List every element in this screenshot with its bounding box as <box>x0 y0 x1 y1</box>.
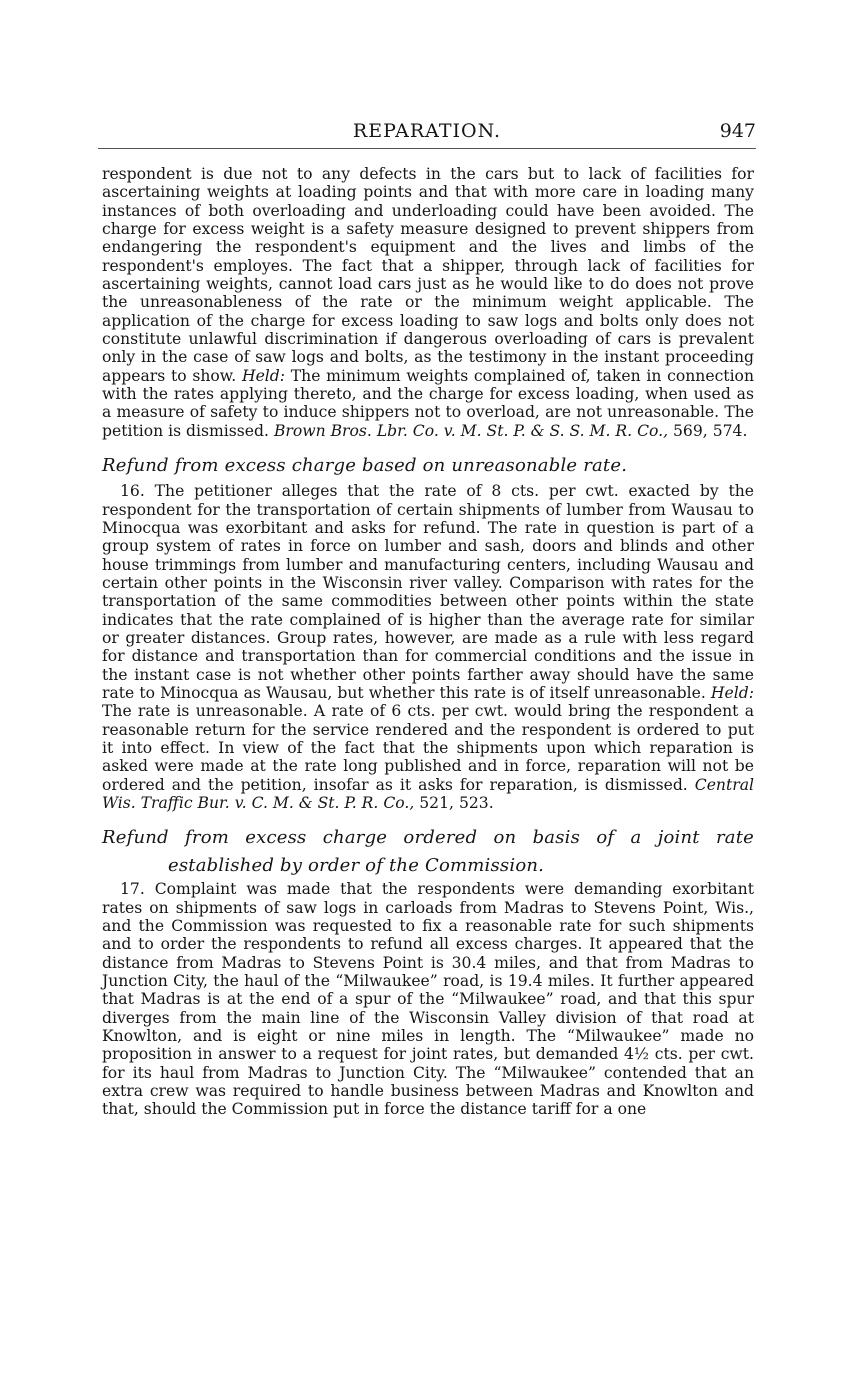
case-citation: Central Wis. Traffic Bur. v. C. M. & St. P. R. Co., <box>102 775 754 812</box>
citation-pages: 569, 574. <box>673 421 748 440</box>
paragraph-16 <box>102 482 754 812</box>
paragraph-text: The petitioner alleges that the rate of 8 cts. per cwt. exacted by the respondent for the transportation of certain shipments of lumber from Wausau to Minocqua was exorbitant and asks for refund. The rate in question is part of a group system of rates in force on lumber and sash, doors and blinds and other house trimmings from lumber and manufacturing centers, including Wausau and certain other points in the Wisconsin river valley. Comparison with rates for the transportation of the same commodities between other points within the state indicates that the rate complained of is higher than the average rate for similar or greater distances. Group rates, however, are made as a rule with less regard for distance and transportation than for commercial conditions and the issue in the instant case is not whether other points farther away should have the same rate to Minocqua as Wausau, but whether this rate is of itself unreasonable. <box>102 482 754 702</box>
paragraph-number: 16. <box>120 482 145 501</box>
page-number: 947 <box>719 120 756 142</box>
running-title: REPARATION. <box>352 120 502 142</box>
paragraph-17 <box>102 880 754 1118</box>
continuation-paragraph <box>102 165 754 440</box>
held-label: Held: <box>241 366 286 385</box>
section-heading: Refund from excess charge based on unreasonable rate. <box>102 455 628 477</box>
body-text <box>102 165 754 1119</box>
section-heading: Refund from excess charge ordered on basis of a joint rate established by order of the Commission. <box>102 827 754 877</box>
citation-pages: 521, 523. <box>419 794 494 812</box>
case-citation: Brown Bros. Lbr. Co. v. M. St. P. & S. S. M. R. Co., <box>273 421 669 440</box>
running-header <box>98 118 756 149</box>
held-label: Held: <box>710 683 754 702</box>
paragraph-text: Complaint was made that the respondents were demanding exorbitant rates on shipments of saw logs in carloads from Madras to Stevens Point, Wis., and the Commission was requested to fix a reasonable rate for such shipments and to order the respondents to refund all excess charges. It appeared that the distance from Madras to Stevens Point is 30.4 miles, and that from Madras to Junction City, the haul of the “Milwaukee” road, is 19.4 miles. It further appeared that Madras is at the end of a spur of the “Milwaukee” road, and that this spur diverges from the main line of the Wisconsin Valley division of that road at Knowlton, and is eight or nine miles in length. The “Milwaukee” made no proposition in answer to a request for joint rates, but demanded 4½ cts. per cwt. for its haul from Madras to Junction City. The “Milwaukee” contended that an extra crew was required to handle business between Madras and Knowlton and that, should the Commission put in force the distance tariff for a one <box>102 880 754 1119</box>
continuation-text: respondent is due not to any defects in the cars but to lack of facilities for ascertaining weights at loading points and that with more care in loading many instances of both overloading and underloading could have been avoided. The charge for excess weight is a safety measure designed to prevent shippers from endangering the respondent's equipment and the lives and limbs of the respondent's employes. The fact that a shipper, through lack of facilities for ascertaining weights, cannot load cars just as he would like to do does not prove the unreasonableness of the rate or the minimum weight applicable. The application of the charge for excess loading to saw logs and bolts only does not constitute unlawful discrimination if dangerous overloading of cars is prevalent only in the case of saw logs and bolts, as the testimony in the instant proceeding appears to show. <box>102 165 754 385</box>
document-page <box>102 118 754 1119</box>
held-text: The minimum weights complained of, taken in connection with the rates applying thereto, and the charge for excess loading, when used as a measure of safety to induce shippers not to overload, are not unreasonable. The petition is dismissed. <box>102 366 754 440</box>
held-text: The rate is unreasonable. A rate of 6 cts. per cwt. would bring the respondent a reasonable return for the service rendered and the respondent is ordered to put it into effect. In view of the fact that the shipments upon which reparation is asked were made at the rate long published and in force, reparation will not be ordered and the petition, insofar as it asks for reparation, is dismissed. <box>102 702 754 794</box>
paragraph-number: 17. <box>120 880 145 899</box>
